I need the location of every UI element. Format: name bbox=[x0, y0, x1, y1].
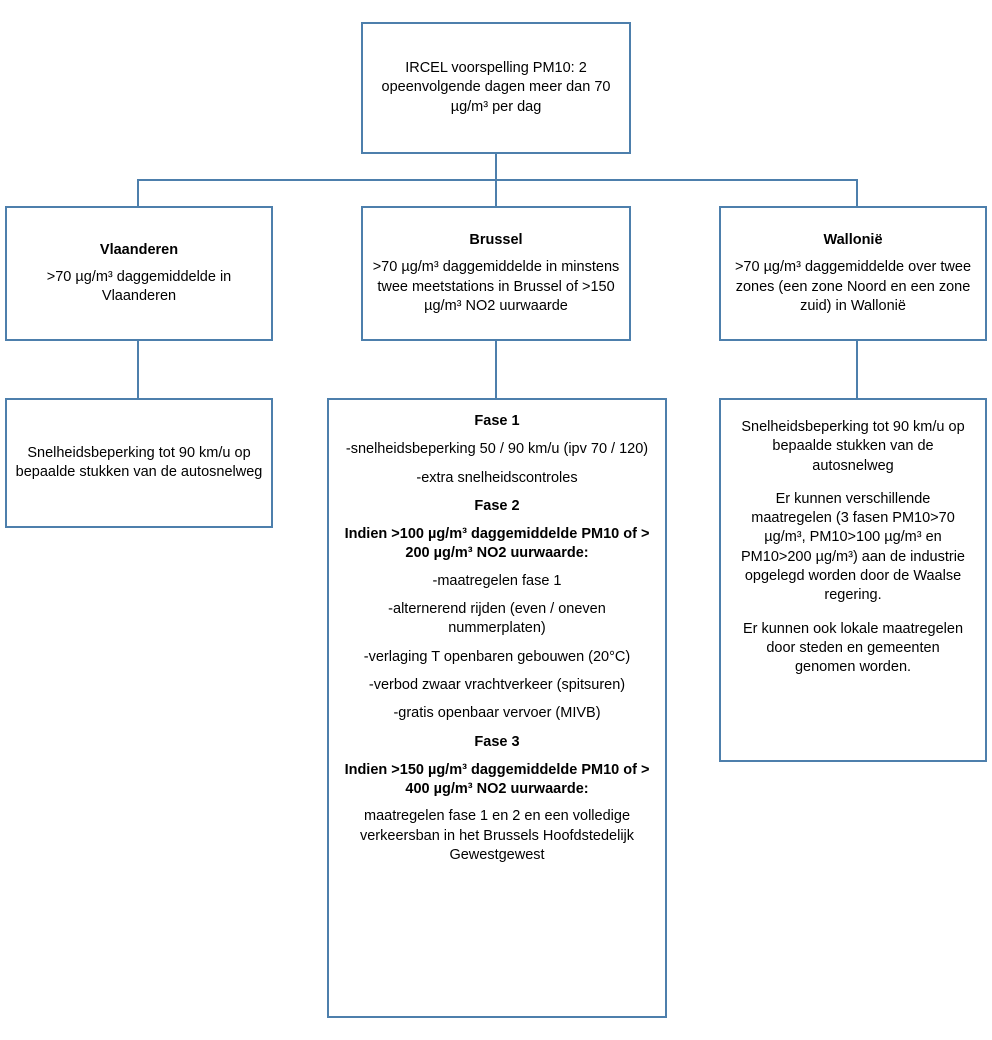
node-region-wallonie bbox=[719, 206, 987, 341]
connector-bus-to-brussel bbox=[495, 179, 497, 206]
measure-text: Snelheidsbeperking tot 90 km/u op bepaalde stukken van de autosnelweg bbox=[741, 419, 965, 474]
node-region-brussel bbox=[361, 206, 631, 341]
node-measures-brussel bbox=[327, 398, 667, 1018]
node-brussel-title: Brussel bbox=[469, 231, 523, 248]
node-root-text: IRCEL voorspelling PM10: 2 opeenvolgende dagen meer dan 70 µg/m³ per dag bbox=[381, 60, 611, 115]
node-vlaanderen-title: Vlaanderen bbox=[99, 241, 179, 258]
node-region-vlaanderen bbox=[5, 206, 273, 341]
connector-wallonie-to-measures bbox=[856, 341, 858, 398]
fase3-heading: Fase 3 bbox=[474, 733, 520, 750]
node-ircel-forecast bbox=[361, 22, 631, 154]
fase1-heading: Fase 1 bbox=[474, 413, 520, 429]
measure-text: -extra snelheidscontroles bbox=[416, 469, 578, 486]
measure-text: -verlaging T openbaren gebouwen (20°C) bbox=[363, 648, 631, 665]
node-wallonie-title: Wallonië bbox=[823, 231, 883, 248]
measure-text: Er kunnen ook lokale maatregelen door steden en gemeenten genomen worden. bbox=[742, 620, 964, 676]
connector-horizontal-bus bbox=[137, 179, 858, 181]
fase2-condition: Indien >100 µg/m³ daggemiddelde PM10 of > 200 µg/m³ NO2 uurwaarde: bbox=[344, 526, 650, 561]
node-wallonie-criterion: >70 µg/m³ daggemiddelde over twee zones (een zone Noord en een zone zuid) in Wallonië bbox=[734, 259, 972, 314]
connector-root-down bbox=[495, 154, 497, 180]
fase3-condition: Indien >150 µg/m³ daggemiddelde PM10 of > 400 µg/m³ NO2 uurwaarde: bbox=[344, 761, 650, 797]
connector-bus-to-vlaanderen bbox=[137, 179, 139, 206]
measure-text: -maatregelen fase 1 bbox=[432, 572, 562, 589]
node-vlaanderen-criterion: >70 µg/m³ daggemiddelde in Vlaanderen bbox=[46, 268, 232, 305]
measure-text: Er kunnen verschillende maatregelen (3 fasen PM10>70 µg/m³, PM10>100 µg/m³ en PM10>200 µg/m³) aan de industrie opgelegd worden door de Waalse regering. bbox=[741, 490, 965, 604]
fase2-heading: Fase 2 bbox=[474, 497, 520, 514]
measure-text: -snelheidsbeperking 50 / 90 km/u (ipv 70 / 120) bbox=[345, 441, 649, 458]
connector-vlaanderen-to-measures bbox=[137, 341, 139, 398]
measure-text: Snelheidsbeperking tot 90 km/u op bepaalde stukken van de autosnelweg bbox=[15, 444, 263, 480]
measure-text: -verbod zwaar vrachtverkeer (spitsuren) bbox=[368, 676, 626, 693]
measure-text: maatregelen fase 1 en 2 en een volledige verkeersban in het Brussels Hoofdstedelijk Gewestgewest bbox=[359, 808, 635, 864]
measure-text: -gratis openbaar vervoer (MIVB) bbox=[393, 705, 601, 722]
node-brussel-criterion: >70 µg/m³ daggemiddelde in minstens twee meetstations in Brussel of >150 µg/m³ NO2 uurwaarde bbox=[372, 259, 620, 314]
connector-bus-to-wallonie bbox=[856, 179, 858, 206]
measure-text: -alternerend rijden (even / oneven nummerplaten) bbox=[388, 601, 606, 637]
node-measures-vlaanderen bbox=[5, 398, 273, 528]
connector-brussel-to-measures bbox=[495, 341, 497, 398]
node-measures-wallonie bbox=[719, 398, 987, 762]
